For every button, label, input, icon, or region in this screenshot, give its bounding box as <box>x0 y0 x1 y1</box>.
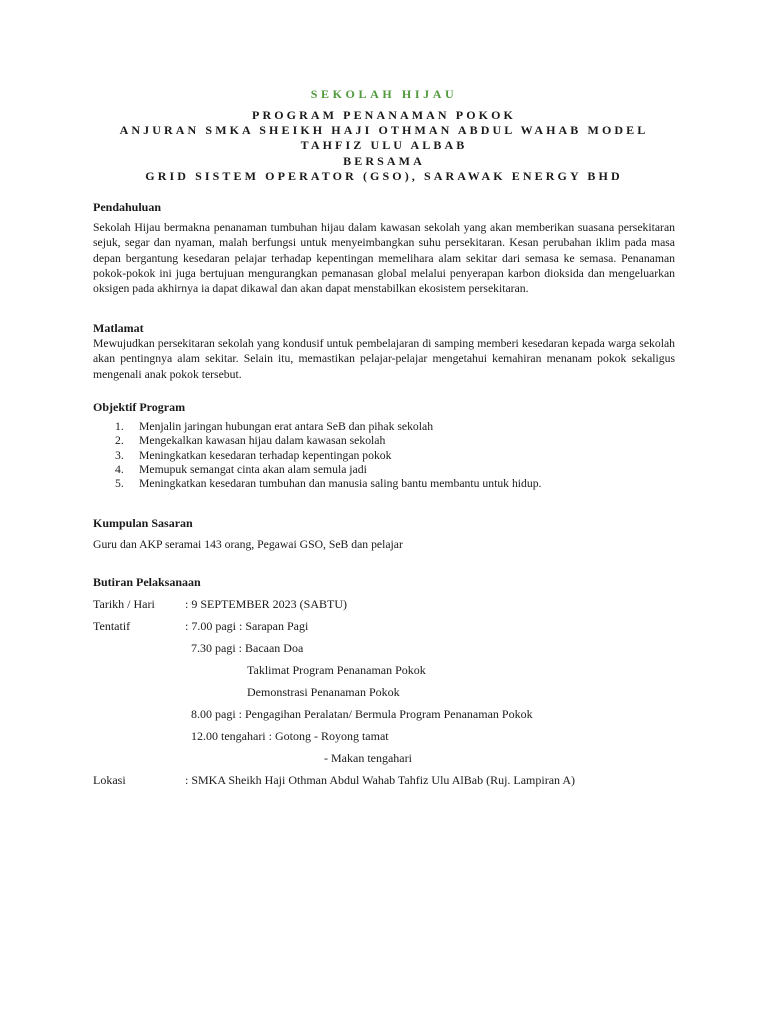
section-pendahuluan <box>93 200 675 296</box>
program-title-line-2: ANJURAN SMKA SHEIKH HAJI OTHMAN ABDUL WAHAB MODEL <box>119 123 649 138</box>
tentatif-item: Demonstrasi Penanaman Pokok <box>247 685 400 699</box>
objective-item: 4. Memupuk semangat cinta akan alam semula jadi <box>115 462 367 476</box>
program-title-line-1: PROGRAM PENANAMAN POKOK <box>252 108 516 122</box>
objective-item: 1. Menjalin jaringan hubungan erat antara SeB dan pihak sekolah <box>115 420 434 434</box>
label-tarikh: Tarikh / Hari <box>93 597 155 611</box>
section-matlamat <box>93 321 675 382</box>
paragraph-sasaran: Guru dan AKP seramai 143 orang, Pegawai GSO, SeB dan pelajar <box>93 538 403 552</box>
heading-matlamat: Matlamat <box>93 321 144 335</box>
tentatif-item: Taklimat Program Penanaman Pokok <box>247 663 426 677</box>
heading-butiran: Butiran Pelaksanaan <box>93 575 201 589</box>
objective-item: 3. Meningkatkan kesedaran terhadap kepentingan pokok <box>115 448 392 462</box>
tentatif-item: 8.00 pagi : Pengagihan Peralatan/ Bermula Program Penanaman Pokok <box>191 707 533 721</box>
label-lokasi: Lokasi <box>93 773 126 787</box>
program-title-line-5: GRID SISTEM OPERATOR (GSO), SARAWAK ENERGY BHD <box>145 168 623 183</box>
document-header <box>60 86 708 184</box>
program-title-line-4: BERSAMA <box>343 153 425 168</box>
kicker-title: SEKOLAH HIJAU <box>310 87 458 101</box>
tentatif-item: - Makan tengahari <box>324 751 412 765</box>
heading-sasaran: Kumpulan Sasaran <box>93 516 193 530</box>
objective-item: 5. Meningkatkan kesedaran tumbuhan dan manusia saling bantu membantu untuk hidup. <box>115 477 542 491</box>
heading-objektif: Objektif Program <box>93 400 186 414</box>
tentatif-item: 12.00 tengahari : Gotong - Royong tamat <box>191 729 389 743</box>
objective-item: 2. Mengekalkan kawasan hijau dalam kawasan sekolah <box>115 434 386 448</box>
tentatif-item: 7.30 pagi : Bacaan Doa <box>191 641 304 655</box>
label-tentatif: Tentatif <box>93 619 131 633</box>
row-tarikh <box>93 597 347 612</box>
paragraph-matlamat: Mewujudkan persekitaran sekolah yang kondusif untuk pembelajaran di samping memberi kesedaran kepada warga sekolah akan pentingnya alam sekitar. Selain itu, memastikan pelajar-pelajar mengetahui kemahiran menanam pokok sekaligus mengenali anak pokok tersebut. <box>93 337 675 381</box>
objective-list <box>93 420 675 491</box>
section-sasaran <box>93 516 675 552</box>
tentatif-item: : 7.00 pagi : Sarapan Pagi <box>185 619 309 633</box>
row-tentatif <box>93 619 308 634</box>
row-lokasi <box>93 773 575 788</box>
value-lokasi: : SMKA Sheikh Haji Othman Abdul Wahab Tahfiz Ulu AlBab (Ruj. Lampiran A) <box>185 773 576 787</box>
paragraph-pendahuluan: Sekolah Hijau bermakna penanaman tumbuhan hijau dalam kawasan sekolah yang akan memberikan suasana persekitaran sejuk, segar dan nyaman, malah berfungsi untuk menyeimbangkan suhu persekitaran. Kesan perubahan iklim pada masa depan bergantung kesedaran pelajar terhadap kepentingan memelihara alam sekitar dari semasa ke semasa. Penanaman pokok-pokok ini juga bertujuan mengurangkan pemanasan global melalui penyerapan karbon dioksida dan mengeluarkan oksigen pada akhirnya ia dapat dikawal dan akan dapat menstabilkan ekosistem persekitaran. <box>93 221 675 296</box>
heading-pendahuluan: Pendahuluan <box>93 200 162 214</box>
section-objektif <box>93 400 675 491</box>
value-tarikh: : 9 SEPTEMBER 2023 (SABTU) <box>185 597 348 611</box>
section-butiran <box>93 575 675 590</box>
program-title-line-3: TAHFIZ ULU ALBAB <box>300 138 468 153</box>
